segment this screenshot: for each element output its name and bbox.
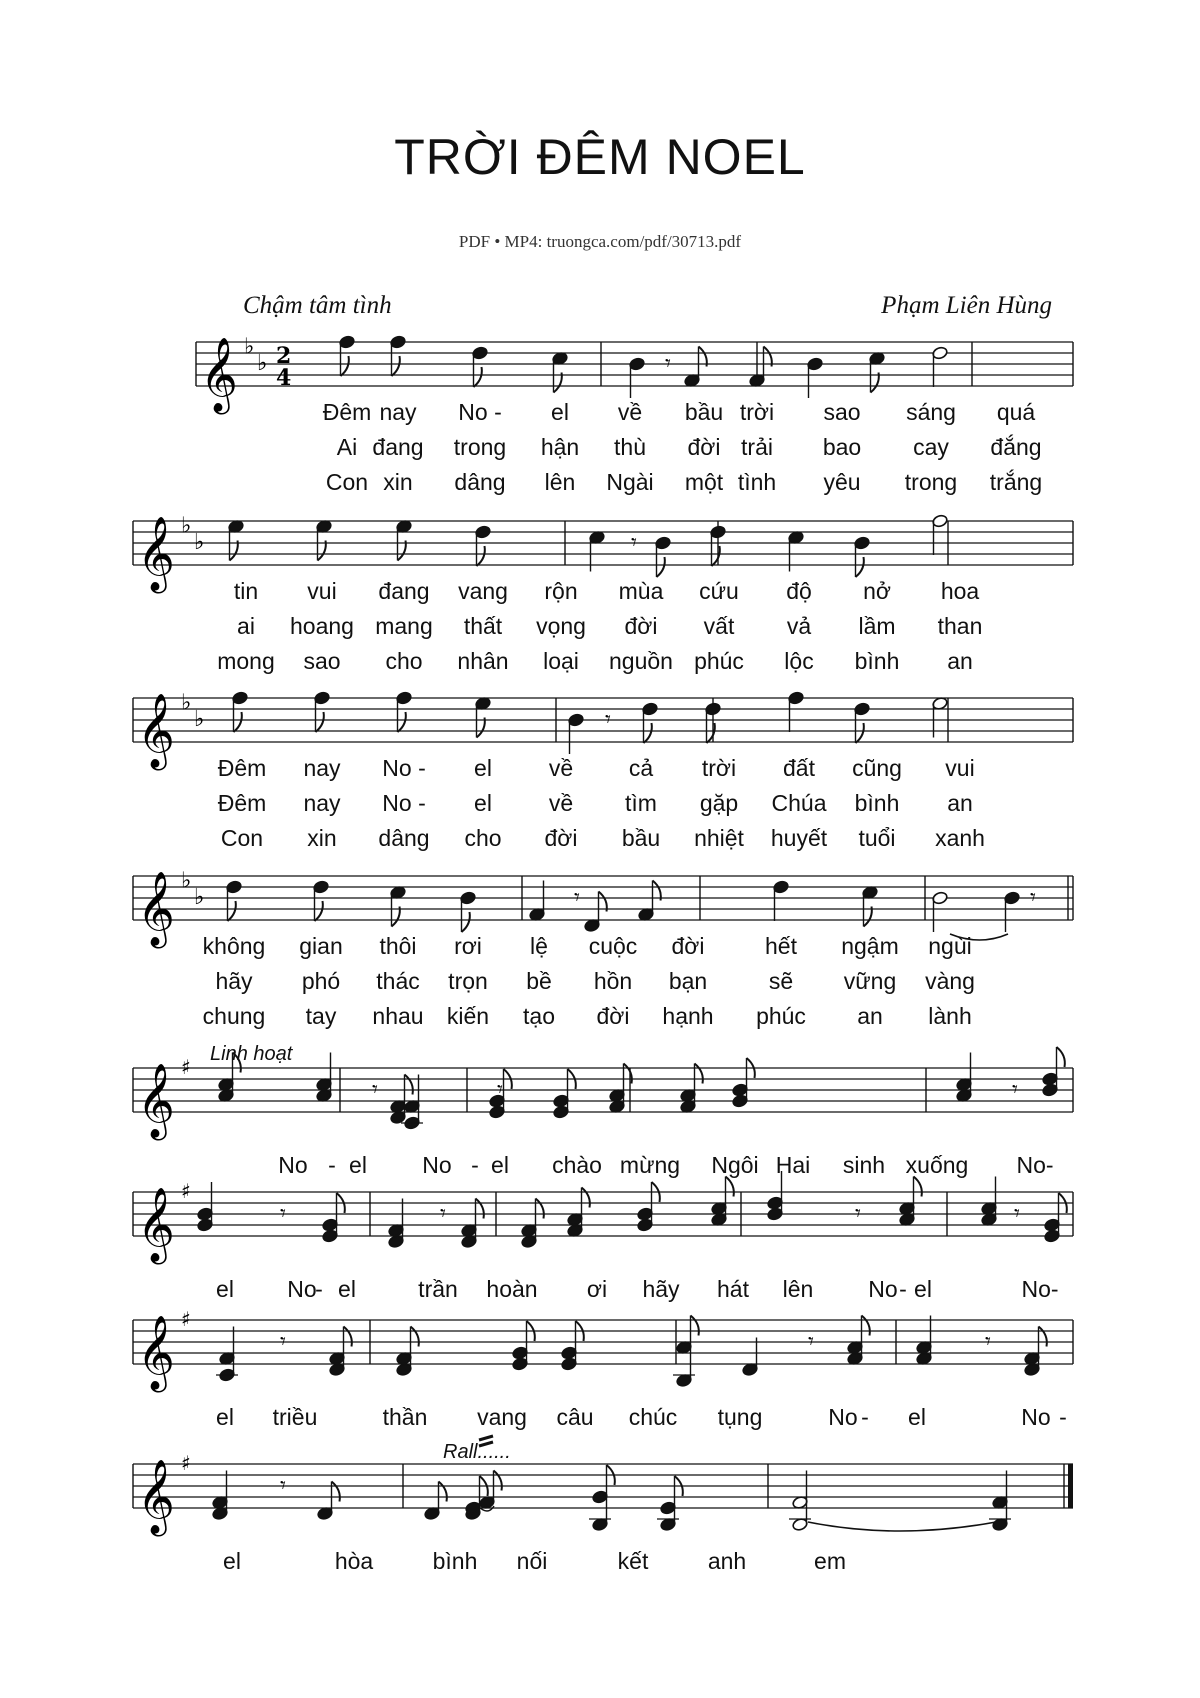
lyric-syllable: bầu bbox=[684, 399, 724, 425]
lyric-syllable: an bbox=[947, 648, 973, 674]
lyric-syllable: trọn bbox=[448, 968, 488, 994]
lyric-syllable: vui bbox=[307, 578, 337, 604]
lyric-syllable: an bbox=[947, 790, 973, 816]
treble-clef-icon: 𝄞 bbox=[137, 1064, 175, 1138]
sharp-icon: ♯ bbox=[181, 1307, 191, 1331]
lyric-syllable: Đêm bbox=[322, 399, 372, 425]
lyric-syllable: tìm bbox=[625, 790, 657, 816]
lyric-syllable: mong bbox=[217, 648, 275, 674]
note-flag bbox=[856, 557, 864, 577]
lyric-syllable: hòa bbox=[334, 1548, 374, 1574]
lyric-syllable: Ngài bbox=[606, 469, 654, 495]
lyric-syllable: bề bbox=[526, 968, 552, 994]
lyric-syllable: el bbox=[216, 1404, 234, 1430]
lyric-syllable: mùa bbox=[618, 578, 664, 604]
time-signature-bottom: 4 bbox=[276, 365, 292, 391]
lyric-syllable: kết bbox=[617, 1548, 649, 1574]
note-flag bbox=[726, 1177, 734, 1197]
note-flag bbox=[476, 1199, 484, 1219]
eighth-rest-icon: 𝄾 bbox=[855, 1201, 861, 1227]
note-flag bbox=[316, 712, 324, 732]
lyric-syllable: thất bbox=[463, 613, 503, 639]
lyric-syllable: nay bbox=[303, 755, 341, 781]
lyric-syllable: el bbox=[491, 1152, 509, 1178]
lyric-syllable: về bbox=[548, 755, 574, 781]
lyric-syllable: No- bbox=[1016, 1152, 1054, 1178]
note-flag bbox=[398, 712, 406, 732]
tempo-marking: Chậm tâm tình bbox=[243, 292, 392, 319]
lyric-syllable: không bbox=[202, 933, 266, 959]
lyric-syllable: Chúa bbox=[771, 790, 827, 816]
lyric-syllable: No - bbox=[382, 790, 426, 816]
lyric-syllable: xuống bbox=[905, 1152, 969, 1178]
source-link[interactable]: PDF • MP4: truongca.com/pdf/30713.pdf bbox=[458, 232, 742, 251]
note-flag bbox=[474, 367, 482, 387]
lyric-syllable: bình bbox=[854, 790, 900, 816]
lyric-syllable: thác bbox=[376, 968, 420, 994]
lyric-syllable: cũng bbox=[852, 755, 902, 781]
lyric-syllable: ai bbox=[237, 613, 255, 639]
lyric-syllable: nở bbox=[863, 578, 891, 604]
lyric-syllable: nguồn bbox=[609, 648, 673, 674]
lyric-syllable: el bbox=[216, 1276, 234, 1302]
lyric-syllable: el bbox=[338, 1276, 356, 1302]
eighth-rest-icon: 𝄾 bbox=[440, 1201, 446, 1227]
lyric-syllable: No - bbox=[382, 755, 426, 781]
eighth-rest-icon: 𝄾 bbox=[372, 1077, 378, 1103]
lyric-syllable: chung bbox=[202, 1003, 266, 1029]
note-flag bbox=[856, 723, 864, 743]
note-flag bbox=[494, 1471, 502, 1491]
note-flag bbox=[228, 901, 236, 921]
treble-clef-icon: 𝄞 bbox=[137, 694, 175, 768]
lyric-syllable: huyết bbox=[770, 825, 828, 851]
lyric-syllable: chào bbox=[552, 1152, 602, 1178]
eighth-rest-icon: 𝄾 bbox=[1014, 1201, 1020, 1227]
lyric-syllable: ngậm bbox=[841, 933, 899, 959]
lyric-syllable: trần bbox=[418, 1276, 458, 1302]
note-flag bbox=[695, 1064, 703, 1084]
lyric-syllable: phúc bbox=[694, 648, 744, 674]
lyric-syllable: No bbox=[828, 1404, 858, 1430]
lyric-syllable: hát bbox=[717, 1276, 749, 1302]
flat-icon: ♭ bbox=[244, 334, 255, 360]
tempo-marking-refrain: Linh hoạt bbox=[210, 1043, 293, 1065]
lyric-syllable: nay bbox=[379, 399, 417, 425]
lyric-syllable: No bbox=[278, 1152, 308, 1178]
lyric-syllable: Ai bbox=[336, 434, 358, 460]
note-flag bbox=[341, 356, 349, 376]
lyric-syllable: lầm bbox=[858, 613, 896, 639]
lyric-syllable: trời bbox=[701, 755, 737, 781]
lyric-syllable: el bbox=[551, 399, 569, 425]
treble-clef-icon: 𝄞 bbox=[137, 517, 175, 591]
note-flag bbox=[332, 1482, 340, 1502]
lyric-syllable: thần bbox=[382, 1404, 428, 1430]
lyric-syllable: loại bbox=[543, 648, 579, 674]
lyric-syllable: đời bbox=[544, 825, 578, 851]
lyric-syllable: el bbox=[474, 790, 492, 816]
lyric-syllable: Con bbox=[220, 825, 264, 851]
lyric-syllable: No - bbox=[458, 399, 502, 425]
lyric-syllable: vàng bbox=[925, 968, 975, 994]
lyric-syllable: bầu bbox=[621, 825, 661, 851]
flat-icon: ♭ bbox=[194, 530, 205, 555]
lyric-syllable: el bbox=[223, 1548, 241, 1574]
lyric-syllable: trong bbox=[904, 469, 958, 495]
lyric-syllable: bình bbox=[854, 648, 900, 674]
flat-icon: ♭ bbox=[194, 707, 205, 732]
lyric-syllable: lệ bbox=[530, 933, 548, 959]
lyric-syllable: anh bbox=[707, 1548, 747, 1574]
lyric-syllable: gặp bbox=[699, 790, 739, 816]
lyric-syllable: tình bbox=[737, 469, 777, 495]
lyric-syllable: xin bbox=[383, 469, 413, 495]
lyric-syllable: sinh bbox=[842, 1152, 886, 1178]
note-flag bbox=[439, 1482, 447, 1502]
lyric-syllable: sẽ bbox=[768, 968, 794, 994]
note-flag bbox=[644, 723, 652, 743]
lyric-syllable: thù bbox=[614, 434, 646, 460]
note-flag bbox=[582, 1188, 590, 1208]
lyric-syllable: xanh bbox=[935, 825, 985, 851]
lyric-syllable: chúc bbox=[628, 1404, 678, 1430]
lyric-syllable: hạnh bbox=[662, 1003, 714, 1029]
note-flag bbox=[691, 1316, 699, 1336]
lyric-syllable: triều bbox=[272, 1404, 318, 1430]
sharp-icon: ♯ bbox=[181, 1451, 191, 1475]
lyric-syllable: tuổi bbox=[858, 825, 896, 851]
note-beam bbox=[479, 1436, 493, 1440]
lyric-syllable: nay bbox=[303, 790, 341, 816]
lyric-syllable: đang bbox=[372, 434, 424, 460]
note-flag bbox=[315, 901, 323, 921]
lyric-syllable: rộn bbox=[544, 578, 578, 604]
note-flag bbox=[392, 356, 400, 376]
lyric-syllable: nhiệt bbox=[694, 825, 744, 851]
composer-name: Phạm Liên Hùng bbox=[881, 292, 1052, 319]
note-flag bbox=[411, 1327, 419, 1347]
note-flag bbox=[862, 1316, 870, 1336]
treble-clef-icon: 𝄞 bbox=[137, 1188, 175, 1262]
eighth-rest-icon: 𝄾 bbox=[631, 530, 637, 556]
eighth-rest-icon: 𝄾 bbox=[1012, 1077, 1018, 1103]
note-flag bbox=[1057, 1047, 1065, 1067]
lyric-syllable: rơi bbox=[454, 933, 482, 959]
lyric-syllable: câu bbox=[556, 1404, 594, 1430]
lyric-syllable: - bbox=[899, 1276, 907, 1302]
lyric-syllable: el bbox=[908, 1404, 926, 1430]
lyric-syllable: em bbox=[814, 1548, 846, 1574]
lyric-syllable: - bbox=[328, 1152, 336, 1178]
treble-clef-icon: 𝄞 bbox=[137, 1460, 175, 1534]
lyric-syllable: hãy bbox=[642, 1276, 680, 1302]
flat-icon: ♭ bbox=[257, 351, 268, 376]
flat-icon: ♭ bbox=[181, 868, 192, 894]
note-flag bbox=[1039, 1327, 1047, 1347]
note-flag bbox=[462, 912, 470, 932]
treble-clef-icon: 𝄞 bbox=[200, 338, 238, 412]
lyric-syllable: No bbox=[287, 1276, 317, 1302]
eighth-rest-icon: 𝄾 bbox=[1030, 885, 1036, 911]
lyric-syllable: el bbox=[474, 755, 492, 781]
time-signature-top: 2 bbox=[276, 343, 292, 369]
lyric-syllable: kiến bbox=[446, 1003, 490, 1029]
lyric-syllable: quá bbox=[996, 399, 1036, 425]
lyric-syllable: No bbox=[1021, 1404, 1051, 1430]
lyric-syllable: bạn bbox=[668, 968, 708, 994]
lyric-syllable: trong bbox=[453, 434, 507, 460]
lyric-syllable: đắng bbox=[990, 434, 1042, 460]
lyric-syllable: vang bbox=[458, 578, 508, 604]
lyric-syllable: - bbox=[861, 1404, 869, 1430]
lyric-syllable: trắng bbox=[989, 469, 1043, 495]
lyric-syllable: vọng bbox=[536, 613, 586, 639]
lyric-syllable: trời bbox=[739, 399, 775, 425]
lyric-syllable: đời bbox=[671, 933, 705, 959]
lyric-syllable: Hai bbox=[775, 1152, 811, 1178]
lyric-syllable: tụng bbox=[717, 1404, 763, 1430]
lyric-syllable: sao bbox=[303, 648, 341, 674]
lyric-syllable: tay bbox=[305, 1003, 337, 1029]
lyric-syllable: No- bbox=[1021, 1276, 1059, 1302]
lyric-syllable: xin bbox=[307, 825, 337, 851]
lyric-syllable: an bbox=[857, 1003, 883, 1029]
lyric-syllable: hận bbox=[540, 434, 580, 460]
lyric-syllable: một bbox=[684, 469, 724, 495]
song-title: TRỜI ĐÊM NOEL bbox=[394, 129, 806, 185]
lyric-syllable: - bbox=[1059, 1404, 1067, 1430]
lyric-syllable: cay bbox=[913, 434, 949, 460]
lyric-syllable: Ngôi bbox=[711, 1152, 759, 1178]
lyric-syllable: yêu bbox=[823, 469, 861, 495]
lyric-syllable: than bbox=[937, 613, 983, 639]
lyric-syllable: Đêm bbox=[217, 755, 267, 781]
lyric-syllable: cả bbox=[628, 755, 654, 781]
lyric-syllable: mừng bbox=[619, 1152, 681, 1178]
lyric-syllable: vất bbox=[703, 613, 735, 639]
lyric-syllable: đất bbox=[783, 755, 815, 781]
lyric-syllable: về bbox=[548, 790, 574, 816]
lyric-syllable: Con bbox=[325, 469, 369, 495]
lyric-syllable: - bbox=[315, 1276, 323, 1302]
lyric-syllable: hoang bbox=[290, 613, 354, 639]
lyric-syllable: vui bbox=[945, 755, 975, 781]
lyric-syllable: cuộc bbox=[588, 933, 638, 959]
flat-icon: ♭ bbox=[181, 513, 192, 539]
flat-icon: ♭ bbox=[181, 690, 192, 716]
lyric-syllable: nối bbox=[516, 1548, 548, 1574]
note-flag bbox=[344, 1327, 352, 1347]
lyric-syllable: thôi bbox=[379, 933, 417, 959]
eighth-rest-icon: 𝄾 bbox=[280, 1329, 286, 1355]
note-flag bbox=[234, 712, 242, 732]
lyric-syllable: el bbox=[914, 1276, 932, 1302]
lyric-syllable: hoàn bbox=[486, 1276, 538, 1302]
lyric-syllable: vững bbox=[843, 968, 897, 994]
eighth-rest-icon: 𝄾 bbox=[280, 1473, 286, 1499]
note-flag bbox=[657, 557, 665, 577]
lyric-syllable: cho bbox=[464, 825, 502, 851]
note-flag bbox=[536, 1199, 544, 1219]
flat-icon: ♭ bbox=[194, 885, 205, 910]
eighth-rest-icon: 𝄾 bbox=[665, 351, 671, 377]
treble-clef-icon: 𝄞 bbox=[137, 872, 175, 946]
lyric-syllable: ngùi bbox=[928, 933, 972, 959]
lyric-syllable: phó bbox=[301, 968, 341, 994]
lyric-syllable: tạo bbox=[523, 1003, 555, 1029]
eighth-rest-icon: 𝄾 bbox=[574, 885, 580, 911]
lyric-syllable: tin bbox=[233, 578, 259, 604]
lyric-syllable: cứu bbox=[699, 578, 739, 604]
note-flag bbox=[405, 1075, 413, 1095]
note-flag bbox=[477, 546, 485, 566]
tie bbox=[808, 1522, 996, 1531]
final-barline bbox=[1068, 1464, 1073, 1508]
lyric-syllable: ơi bbox=[586, 1276, 608, 1302]
eighth-rest-icon: 𝄾 bbox=[808, 1329, 814, 1355]
lyric-syllable: về bbox=[617, 399, 643, 425]
lyric-syllable: hãy bbox=[215, 968, 253, 994]
lyric-syllable: nhân bbox=[457, 648, 509, 674]
lyric-syllable: cho bbox=[385, 648, 423, 674]
lyric-syllable: hoa bbox=[940, 578, 980, 604]
lyric-syllable: bao bbox=[822, 434, 862, 460]
eighth-rest-icon: 𝄾 bbox=[985, 1329, 991, 1355]
lyric-syllable: đời bbox=[687, 434, 721, 460]
lyric-syllable: dâng bbox=[378, 825, 430, 851]
treble-clef-icon: 𝄞 bbox=[137, 1316, 175, 1390]
lyric-syllable: hồn bbox=[593, 968, 633, 994]
lyric-syllable: No bbox=[422, 1152, 452, 1178]
lyric-syllable: đời bbox=[624, 613, 658, 639]
lyric-syllable: sao bbox=[823, 399, 861, 425]
lyric-syllable: lành bbox=[928, 1003, 972, 1029]
lyric-syllable: lên bbox=[544, 469, 576, 495]
eighth-rest-icon: 𝄾 bbox=[497, 1077, 503, 1103]
lyric-syllable: độ bbox=[786, 578, 812, 604]
lyric-syllable: nhau bbox=[372, 1003, 424, 1029]
lyric-syllable: đời bbox=[596, 1003, 630, 1029]
lyric-syllable: - bbox=[471, 1152, 479, 1178]
lyric-syllable: Đêm bbox=[217, 790, 267, 816]
eighth-rest-icon: 𝄾 bbox=[280, 1201, 286, 1227]
lyric-syllable: el bbox=[349, 1152, 367, 1178]
lyric-syllable: gian bbox=[299, 933, 343, 959]
lyric-syllable: vả bbox=[786, 613, 812, 639]
lyric-syllable: dâng bbox=[454, 469, 506, 495]
lyric-syllable: hết bbox=[765, 933, 797, 959]
lyric-syllable: lộc bbox=[784, 648, 814, 674]
note-flag bbox=[914, 1177, 922, 1197]
sharp-icon: ♯ bbox=[181, 1055, 191, 1079]
lyric-syllable: sáng bbox=[906, 399, 956, 425]
eighth-rest-icon: 𝄾 bbox=[605, 707, 611, 733]
lyric-syllable: bình bbox=[432, 1548, 478, 1574]
lyric-syllable: lên bbox=[782, 1276, 814, 1302]
rallentando-marking: Rall...... bbox=[443, 1441, 511, 1463]
lyric-syllable: trải bbox=[741, 434, 773, 460]
lyric-syllable: đang bbox=[378, 578, 430, 604]
lyric-syllable: mang bbox=[375, 613, 433, 639]
sharp-icon: ♯ bbox=[181, 1179, 191, 1203]
lyric-syllable: No bbox=[868, 1276, 898, 1302]
lyric-syllable: vang bbox=[477, 1404, 527, 1430]
lyric-syllable: phúc bbox=[756, 1003, 806, 1029]
